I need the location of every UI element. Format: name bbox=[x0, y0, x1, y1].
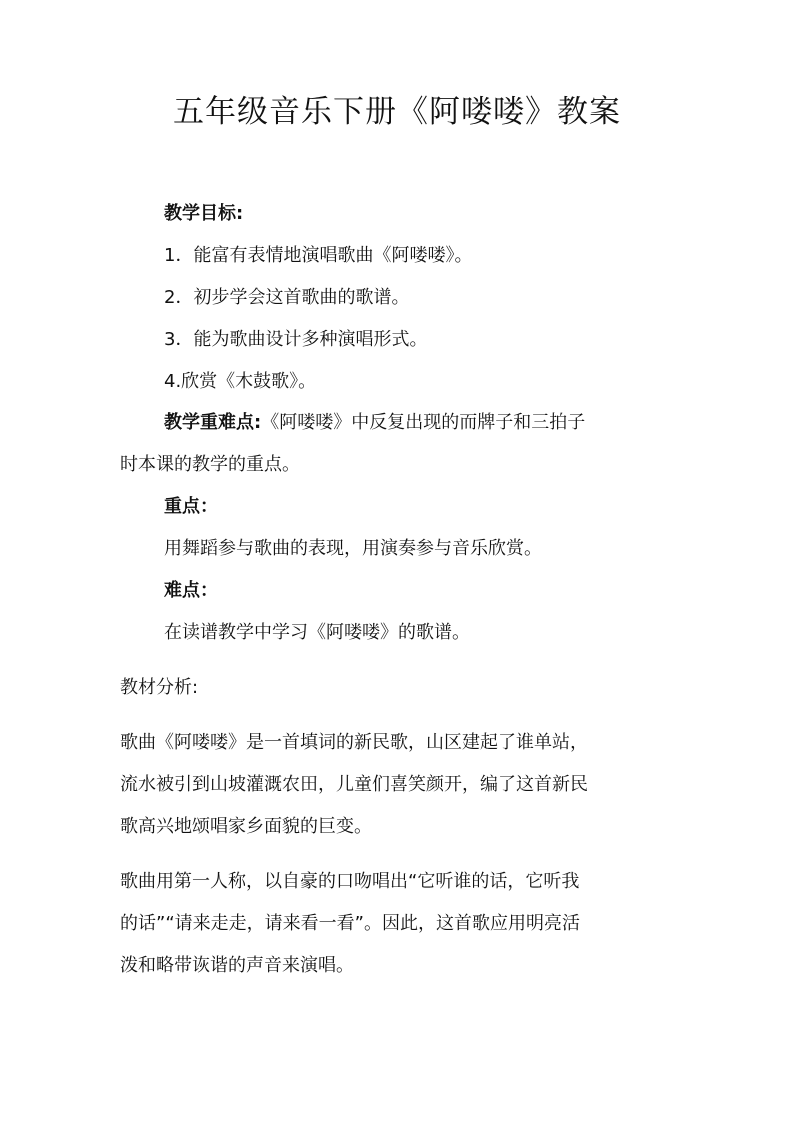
difficult-point-label: 难点： bbox=[164, 580, 218, 601]
key-difficult-continuation: 时本课的教学的重点。 bbox=[120, 454, 300, 475]
document-title: 五年级音乐下册《阿喽喽》教案 bbox=[173, 94, 621, 130]
key-difficult-text: 《阿喽喽》中反复出现的而牌子和三拍子 bbox=[261, 412, 586, 433]
analysis-paragraph-line: 歌曲用第一人称，以自豪的口吻唱出“它听谁的话，它听我 bbox=[120, 871, 580, 892]
analysis-paragraph-line: 歌高兴地颂唱家乡面貌的巨变。 bbox=[120, 816, 372, 837]
key-point-text: 用舞蹈参与歌曲的表现，用演奏参与音乐欣赏。 bbox=[164, 538, 542, 559]
analysis-paragraph-line: 歌曲《阿喽喽》是一首填词的新民歌，山区建起了谁单站， bbox=[120, 732, 588, 753]
analysis-heading: 教材分析: bbox=[120, 677, 199, 698]
objective-item: 3．能为歌曲设计多种演唱形式。 bbox=[164, 329, 428, 350]
key-difficult-line bbox=[164, 409, 585, 437]
analysis-paragraph-line: 泼和略带诙谐的声音来演唱。 bbox=[120, 955, 354, 976]
difficult-point-text: 在读谱教学中学习《阿喽喽》的歌谱。 bbox=[164, 622, 470, 643]
objective-item: 1．能富有表情地演唱歌曲《阿喽喽》。 bbox=[164, 245, 473, 266]
objective-item: 4.欣赏《木鼓歌》。 bbox=[164, 371, 317, 392]
objective-item: 2．初步学会这首歌曲的歌谱。 bbox=[164, 287, 410, 308]
objectives-heading: 教学目标: bbox=[164, 203, 244, 224]
analysis-paragraph-line: 流水被引到山坡灌溉农田，儿童们喜笑颜开，编了这首新民 bbox=[120, 774, 588, 795]
key-difficult-label: 教学重难点: bbox=[164, 412, 262, 433]
key-point-label: 重点： bbox=[164, 496, 218, 517]
analysis-paragraph-line: 的话”“请来走走，请来看一看”。因此，这首歌应用明亮活 bbox=[120, 913, 580, 934]
